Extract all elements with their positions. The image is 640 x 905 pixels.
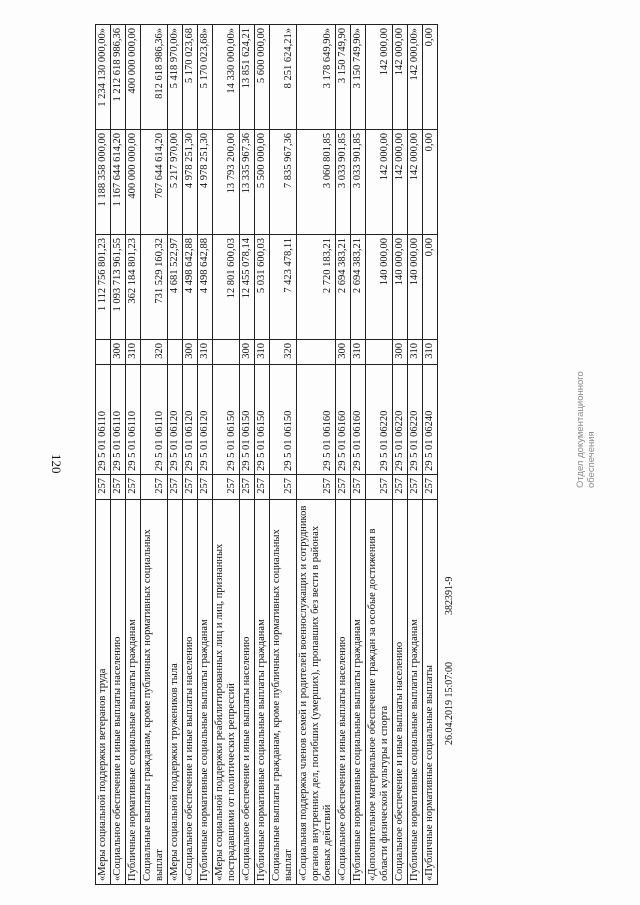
row-name-cell: Публичные нормативные социальные выплаты гражданам xyxy=(198,500,213,885)
row-name-cell: «Меры социальной поддержки тружеников тыла xyxy=(168,500,183,885)
row-vr-cell: 310 xyxy=(126,340,141,365)
footer-doc-number: 382391-9 xyxy=(444,576,455,615)
row-gr-cell: 257 xyxy=(183,475,198,500)
row-name-cell: «Меры социальной поддержки ветеранов труда xyxy=(96,500,111,885)
row-amount-2021-cell: 8 251 624,21» xyxy=(270,25,297,130)
row-csr-cell: 29 5 01 06120 xyxy=(198,365,213,475)
row-amount-2019-cell: 2 720 183,21 xyxy=(297,235,336,340)
row-amount-2021-cell: 3 178 649,90» xyxy=(297,25,336,130)
row-amount-2020-cell: 400 000 000,00 xyxy=(126,130,141,235)
table-row xyxy=(213,25,240,885)
row-vr-cell xyxy=(297,340,336,365)
table-row xyxy=(270,25,297,885)
row-amount-2021-cell: 400 000 000,00 xyxy=(126,25,141,130)
table-row xyxy=(423,25,438,885)
row-name-cell: «Социальная поддержка членов семей и родителей военнослужащих и сотрудников органов внутренних дел, погибших (умерших), пропавших без вести в районах боевых действий xyxy=(297,500,336,885)
footer xyxy=(438,45,460,885)
row-gr-cell: 257 xyxy=(408,475,423,500)
row-amount-2020-cell: 142 000,00 xyxy=(393,130,408,235)
row-amount-2019-cell: 1 093 713 961,55 xyxy=(111,235,126,340)
row-amount-2021-cell: 5 600 000,00 xyxy=(255,25,270,130)
row-amount-2019-cell: 4 498 642,88 xyxy=(183,235,198,340)
table-row xyxy=(198,25,213,885)
row-vr-cell: 310 xyxy=(351,340,366,365)
row-amount-2020-cell: 4 978 251,30 xyxy=(198,130,213,235)
row-name-cell: «Социальное обеспечение и иные выплаты населению xyxy=(183,500,198,885)
row-csr-cell: 29 5 01 06110 xyxy=(141,365,168,475)
row-gr-cell: 257 xyxy=(297,475,336,500)
row-name-cell: «Социальное обеспечение и иные выплаты населению xyxy=(336,500,351,885)
row-csr-cell: 29 5 01 06220 xyxy=(393,365,408,475)
row-vr-cell: 310 xyxy=(198,340,213,365)
row-vr-cell: 300 xyxy=(336,340,351,365)
table-row xyxy=(408,25,423,885)
row-vr-cell: 300 xyxy=(183,340,198,365)
row-csr-cell: 29 5 01 06160 xyxy=(297,365,336,475)
row-vr-cell xyxy=(366,340,393,365)
row-amount-2019-cell: 12 455 078,14 xyxy=(240,235,255,340)
table-row xyxy=(183,25,198,885)
row-csr-cell: 29 5 01 06160 xyxy=(351,365,366,475)
row-csr-cell: 29 5 01 06220 xyxy=(408,365,423,475)
row-amount-2020-cell: 13 793 200,00 xyxy=(213,130,240,235)
budget-table-body xyxy=(96,25,438,885)
row-amount-2019-cell: 1 112 756 801,23 xyxy=(96,235,111,340)
row-csr-cell: 29 5 01 06150 xyxy=(270,365,297,475)
table-row xyxy=(336,25,351,885)
row-amount-2021-cell: 3 150 749,90 xyxy=(336,25,351,130)
row-name-cell: Социальные выплаты гражданам, кроме публичных нормативных социальных выплат xyxy=(141,500,168,885)
row-amount-2021-cell: 1 234 130 000,00» xyxy=(96,25,111,130)
row-amount-2019-cell: 5 031 600,03 xyxy=(255,235,270,340)
row-amount-2021-cell: 14 330 000,00» xyxy=(213,25,240,130)
budget-table xyxy=(95,24,438,885)
row-amount-2019-cell: 0,00 xyxy=(423,235,438,340)
row-vr-cell: 300 xyxy=(240,340,255,365)
row-csr-cell: 29 5 01 06240 xyxy=(423,365,438,475)
row-csr-cell: 29 5 01 06150 xyxy=(240,365,255,475)
row-amount-2020-cell: 767 644 614,20 xyxy=(141,130,168,235)
row-vr-cell: 300 xyxy=(111,340,126,365)
row-amount-2019-cell: 140 000,00 xyxy=(408,235,423,340)
row-name-cell: «Социальное обеспечение и иные выплаты населению xyxy=(240,500,255,885)
row-amount-2019-cell: 140 000,00 xyxy=(393,235,408,340)
row-name-cell: Социальные выплаты гражданам, кроме публичных нормативных социальных выплат xyxy=(270,500,297,885)
row-csr-cell: 29 5 01 06120 xyxy=(168,365,183,475)
row-gr-cell: 257 xyxy=(351,475,366,500)
row-gr-cell: 257 xyxy=(393,475,408,500)
row-amount-2020-cell: 5 217 970,00 xyxy=(168,130,183,235)
row-amount-2021-cell: 812 618 986,36» xyxy=(141,25,168,130)
table-row xyxy=(126,25,141,885)
row-csr-cell: 29 5 01 06110 xyxy=(111,365,126,475)
row-amount-2019-cell: 140 000,00 xyxy=(366,235,393,340)
stamp-line-2: обеспечения xyxy=(586,431,597,488)
row-amount-2019-cell: 362 184 801,23 xyxy=(126,235,141,340)
row-vr-cell xyxy=(168,340,183,365)
row-gr-cell: 257 xyxy=(270,475,297,500)
row-amount-2019-cell: 2 694 383,21 xyxy=(351,235,366,340)
row-amount-2021-cell: 5 170 023,68 xyxy=(183,25,198,130)
row-amount-2019-cell: 12 801 600,03 xyxy=(213,235,240,340)
rotated-sheet xyxy=(95,28,460,885)
row-vr-cell xyxy=(96,340,111,365)
registration-stamp xyxy=(575,328,597,488)
row-amount-2021-cell: 13 851 624,21 xyxy=(240,25,255,130)
table-row xyxy=(240,25,255,885)
row-gr-cell: 257 xyxy=(213,475,240,500)
table-row xyxy=(141,25,168,885)
row-gr-cell: 257 xyxy=(240,475,255,500)
table-row xyxy=(366,25,393,885)
row-vr-cell xyxy=(213,340,240,365)
row-amount-2021-cell: 3 150 749,90» xyxy=(351,25,366,130)
row-amount-2019-cell: 7 423 478,11 xyxy=(270,235,297,340)
row-gr-cell: 257 xyxy=(111,475,126,500)
row-amount-2021-cell: 0,00 xyxy=(423,25,438,130)
row-amount-2020-cell: 7 835 967,36 xyxy=(270,130,297,235)
row-gr-cell: 257 xyxy=(198,475,213,500)
row-gr-cell: 257 xyxy=(423,475,438,500)
table-row xyxy=(96,25,111,885)
row-vr-cell: 310 xyxy=(255,340,270,365)
table-row xyxy=(393,25,408,885)
row-csr-cell: 29 5 01 06110 xyxy=(126,365,141,475)
row-amount-2021-cell: 142 000,00 xyxy=(366,25,393,130)
row-amount-2021-cell: 1 212 618 986,36 xyxy=(111,25,126,130)
row-amount-2020-cell: 142 000,00 xyxy=(408,130,423,235)
row-csr-cell: 29 5 01 06120 xyxy=(183,365,198,475)
row-name-cell: Публичные нормативные социальные выплаты гражданам xyxy=(255,500,270,885)
row-name-cell: «Социальное обеспечение и иные выплаты населению xyxy=(111,500,126,885)
row-gr-cell: 257 xyxy=(96,475,111,500)
stamp-line-1: Отдел документационного xyxy=(575,371,586,488)
row-name-cell: «Дополнительное материальное обеспечение граждан за особые достижения в области физической культуры и спорта xyxy=(366,500,393,885)
footer-date: 26.04.2019 15:07:00 xyxy=(444,661,455,745)
row-gr-cell: 257 xyxy=(336,475,351,500)
row-csr-cell: 29 5 01 06160 xyxy=(336,365,351,475)
page-number: 120 xyxy=(49,454,64,474)
row-amount-2019-cell: 4 498 642,88 xyxy=(198,235,213,340)
row-amount-2021-cell: 5 170 023,68» xyxy=(198,25,213,130)
row-gr-cell: 257 xyxy=(126,475,141,500)
row-amount-2020-cell: 1 188 358 000,00 xyxy=(96,130,111,235)
row-name-cell: «Публичные нормативные социальные выплаты xyxy=(423,500,438,885)
table-row xyxy=(351,25,366,885)
row-vr-cell: 300 xyxy=(393,340,408,365)
row-amount-2021-cell: 142 000,00» xyxy=(408,25,423,130)
row-name-cell: «Меры социальной поддержки реабилитированных лиц и лиц, признанных пострадавшими от политических репрессий xyxy=(213,500,240,885)
row-amount-2020-cell: 142 000,00 xyxy=(366,130,393,235)
row-amount-2021-cell: 5 418 970,00» xyxy=(168,25,183,130)
row-csr-cell: 29 5 01 06110 xyxy=(96,365,111,475)
row-name-cell: Социальное обеспечение и иные выплаты населению xyxy=(393,500,408,885)
table-row xyxy=(255,25,270,885)
row-amount-2020-cell: 5 500 000,00 xyxy=(255,130,270,235)
row-vr-cell: 310 xyxy=(423,340,438,365)
row-gr-cell: 257 xyxy=(366,475,393,500)
row-amount-2020-cell: 3 033 901,85 xyxy=(351,130,366,235)
row-csr-cell: 29 5 01 06150 xyxy=(255,365,270,475)
row-amount-2020-cell: 13 335 967,36 xyxy=(240,130,255,235)
row-amount-2021-cell: 142 000,00 xyxy=(393,25,408,130)
row-amount-2020-cell: 1 167 644 614,20 xyxy=(111,130,126,235)
table-row xyxy=(297,25,336,885)
row-name-cell: Публичные нормативные социальные выплаты гражданам xyxy=(126,500,141,885)
row-amount-2019-cell: 2 694 383,21 xyxy=(336,235,351,340)
table-row xyxy=(168,25,183,885)
row-gr-cell: 257 xyxy=(141,475,168,500)
row-vr-cell: 320 xyxy=(270,340,297,365)
row-gr-cell: 257 xyxy=(255,475,270,500)
row-amount-2019-cell: 4 681 522,97 xyxy=(168,235,183,340)
row-name-cell: Публичные нормативные социальные выплаты гражданам xyxy=(351,500,366,885)
row-csr-cell: 29 5 01 06220 xyxy=(366,365,393,475)
row-csr-cell: 29 5 01 06150 xyxy=(213,365,240,475)
row-amount-2020-cell: 4 978 251,30 xyxy=(183,130,198,235)
row-amount-2020-cell: 3 033 901,85 xyxy=(336,130,351,235)
table-row xyxy=(111,25,126,885)
row-name-cell: Публичные нормативные социальные выплаты гражданам xyxy=(408,500,423,885)
row-amount-2019-cell: 731 529 160,32 xyxy=(141,235,168,340)
row-gr-cell: 257 xyxy=(168,475,183,500)
row-vr-cell: 310 xyxy=(408,340,423,365)
row-vr-cell: 320 xyxy=(141,340,168,365)
row-amount-2020-cell: 0,00 xyxy=(423,130,438,235)
row-amount-2020-cell: 3 060 801,85 xyxy=(297,130,336,235)
